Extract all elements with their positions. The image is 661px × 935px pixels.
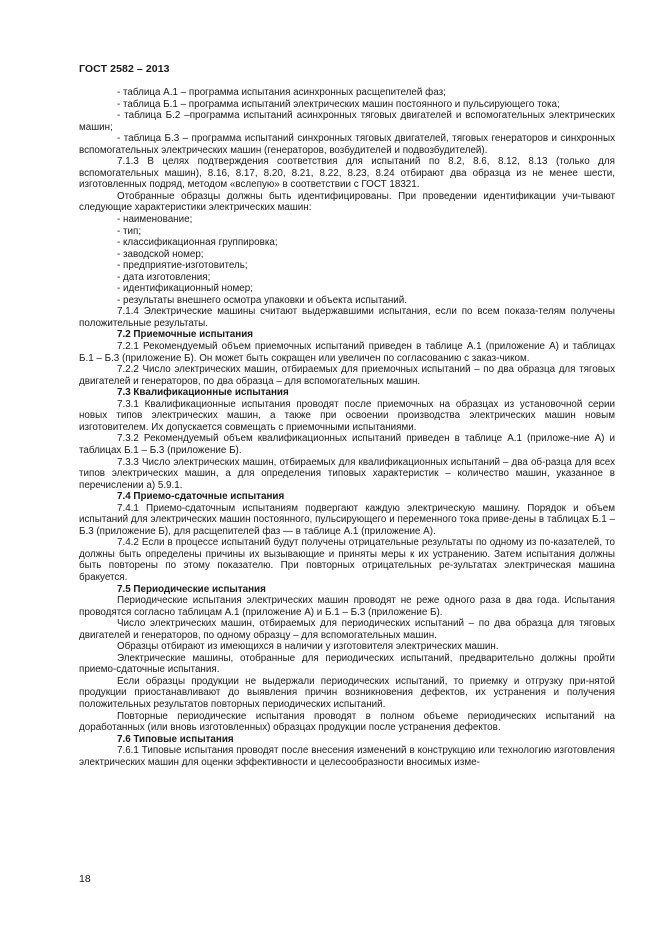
paragraph: Образцы отбирают из имеющихся в наличии у изготовителя электрических машин. [117, 641, 499, 653]
section-heading: 7.2 Приемочные испытания [117, 329, 254, 341]
paragraph: - таблица Б.1 – программа испытаний электрических машин постоянного и пульсирующего тока; [117, 98, 560, 110]
paragraph: 7.3.1 Квалификационные испытания проводят после приемочных на образцах из установочной серии новых типов электрических машин, а также при освоении производства электрических машин новым изготовителем. Их допускается совмещать с приемочными испытаниями. [79, 398, 615, 433]
paragraph: Периодические испытания электрических машин проводят не реже одного раза в два года. Испытания проводятся согласно таблицам А.1 (приложение А) и Б.1 – Б.3 (приложение Б). [79, 595, 615, 618]
section-heading: 7.4 Приемо-сдаточные испытания [117, 491, 285, 503]
page-footer [79, 873, 91, 885]
paragraph: - дата изготовления; [117, 271, 211, 283]
document-header [79, 63, 170, 75]
paragraph: 7.4.1 Приемо-сдаточным испытаниям подвергают каждую электрическую машину. Порядок и объем испытаний для электрических машин постоянного, пульсирующего и переменного тока приве-дены в таблицах Б.1 – Б.3 (приложение Б), для расщепителей фаз — в таблице А.1 (приложение А). [79, 502, 615, 537]
paragraph: - классификационная группировка; [117, 237, 278, 249]
standard-designation: ГОСТ 2582 – 2013 [79, 63, 170, 75]
paragraph: 7.2.2 Число электрических машин, отбираемых для приемочных испытаний – по два образца для тяговых двигателей и генераторов, по два образца – для вспомогательных машин. [79, 364, 615, 387]
paragraph: - наименование; [117, 214, 193, 226]
paragraph: - таблица Б.2 –программа испытаний асинхронных тяговых двигателей и вспомогательных электрических машин; [79, 110, 615, 133]
paragraph: - предприятие-изготовитель; [117, 260, 248, 272]
page-body [79, 87, 615, 768]
paragraph: 7.3.2 Рекомендуемый объем квалификационных испытаний приведен в таблице А.1 (приложе-ние А) и таблицах Б.1 – Б.3 (приложение Б). [79, 433, 615, 456]
section-heading: 7.5 Периодические испытания [117, 583, 266, 595]
paragraph: Если образцы продукции не выдержали периодических испытаний, то приемку и отгрузку при-нятой продукции приостанавливают до выявления причин возникновения дефектов, их устранения и получения положительных результатов повторных периодических испытаний. [79, 675, 615, 710]
paragraph: - тип; [117, 225, 142, 237]
paragraph: - заводской номер; [117, 248, 204, 260]
paragraph: Электрические машины, отобранные для периодических испытаний, предварительно должны пройти приемо-сдаточные испытания. [79, 652, 615, 676]
paragraph: 7.2.1 Рекомендуемый объем приемочных испытаний приведен в таблице А.1 (приложение А) и таблицах Б.1 – Б.3 (приложение Б). Он может быть сокращен или увеличен по согласованию с заказ-чиком. [79, 341, 615, 364]
paragraph: - идентификационный номер; [117, 283, 253, 295]
paragraph: 7.6.1 Типовые испытания проводят после внесения изменений в конструкцию или технологию изготовления электрических машин для оценки эффективности и целесообразности вносимых изме- [79, 745, 615, 768]
paragraph: Число электрических машин, отбираемых для периодических испытаний – по два образца для тяговых двигателей и генераторов, по одному образцу – для вспомогательных машин. [79, 618, 615, 641]
paragraph: Отобранные образцы должны быть идентифицированы. При проведении идентификации учи-тывают следующие характеристики электрических машин: [79, 190, 615, 214]
paragraph: 7.3.3 Число электрических машин, отбираемых для квалификационных испытаний – два об-разца для всех типов электрических машин, а для определения типовых характеристик – количество машин, указанное в перечислении а) 5.9.1. [79, 456, 615, 491]
paragraph: Повторные периодические испытания проводят в полном объеме периодических испытаний на доработанных (или вновь изготовленных) образцах продукции после устранения дефектов. [79, 710, 615, 734]
paragraph: - таблица А.1 – программа испытания асинхронных расщепителей фаз; [117, 87, 446, 98]
paragraph: 7.4.2 Если в процессе испытаний будут получены отрицательные результаты по одному из по-казателей, то должны быть определены причины их вызывающие и приняты меры к их устранению. Затем испытания должны быть повторены по этому показателю. При повторных отрицательных ре-зультатах электрическая машина бракуется. [79, 537, 615, 583]
section-heading: 7.3 Квалификационные испытания [117, 387, 289, 399]
page-number: 18 [79, 873, 91, 885]
paragraph: - таблица Б.3 – программа испытаний синхронных тяговых двигателей, тяговых генераторов и синхронных вспомогательных электрических машин (генераторов, возбудителей и подвозбудителей). [79, 133, 615, 156]
paragraph: - результаты внешнего осмотра упаковки и объекта испытаний. [117, 294, 408, 306]
section-heading: 7.6 Типовые испытания [117, 733, 234, 745]
paragraph: 7.1.4 Электрические машины считают выдержавшими испытания, если по всем показа-телям получены положительные результаты. [79, 306, 615, 329]
paragraph: 7.1.3 В целях подтверждения соответствия для испытаний по 8.2, 8.6, 8.12, 8.13 (только для вспомогательных машин), 8.16, 8.17, 8.20, 8.21, 8.22, 8.23, 8.24 отбирают два образца из не менее шести, изготовленных подряд, методом «вслепую» в соответствии с ГОСТ 18321. [79, 156, 615, 191]
